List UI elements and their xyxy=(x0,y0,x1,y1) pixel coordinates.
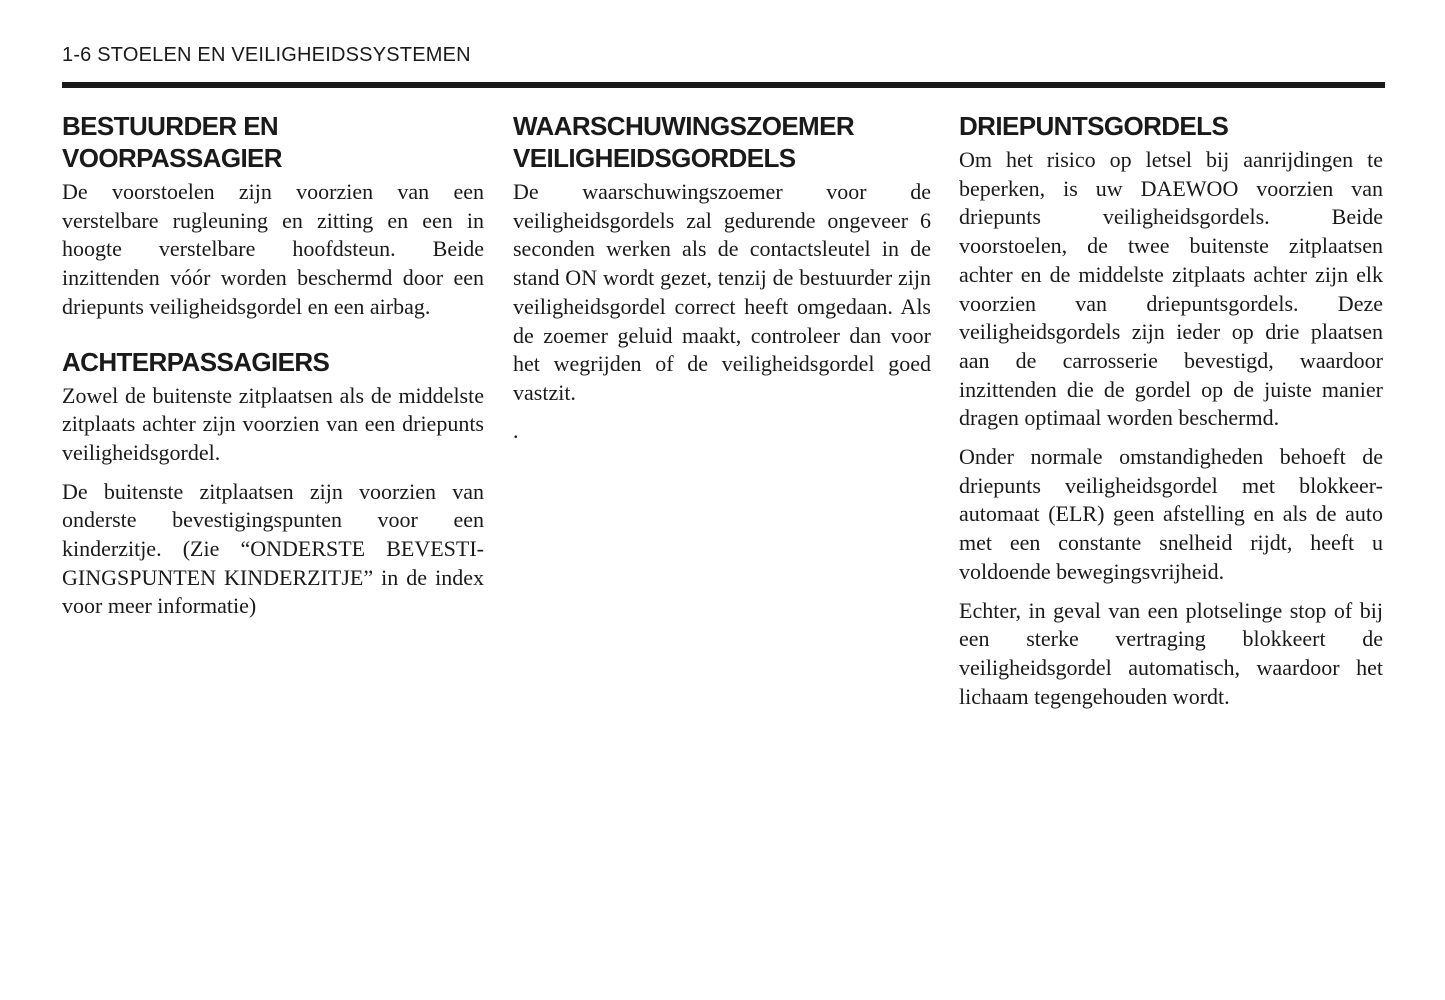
heading-driepuntsgordels: DRIEPUNTSGORDELS xyxy=(959,111,1229,141)
heading-waarschuwingszoemer: WAARSCHUWINGSZOEMER VEILIGHEIDSGORDELS xyxy=(513,111,855,173)
heading-achterpassagiers: ACHTERPASSAGIERS xyxy=(62,346,330,377)
column-left xyxy=(62,110,484,631)
paragraph-risico-letsel: Om het risico op letsel bij aanrijdingen te beperken, is uw DAEWOO voorzien van driepunts veiligheidsgordels. Beide voorstoelen, de twee buitenste zitplaatsen achter en de middelste zitplaats achter zijn elk voorzien van driepuntsgordels. Deze veiligheidsgordels zijn ieder op drie plaatsen aan de carrosserie bevestigd, waardoor inzittenden die de gordel op de juiste manier dragen optimaal worden beschermd. xyxy=(959,147,1383,431)
heading-bestuurder-voorpassagier: BESTUURDER EN VOORPASSAGIER xyxy=(62,111,282,173)
column-right xyxy=(959,110,1383,721)
paragraph-zitplaatsen-achter: Zowel de buitenste zitplaatsen als de middelste zitplaats achter zijn voorzien van een driepunts veiligheidsgordel. xyxy=(62,382,484,465)
header-rule xyxy=(62,82,1385,88)
column-middle xyxy=(513,110,931,444)
page-header: 1-6 STOELEN EN VEILIGHEIDSSYSTEMEN xyxy=(62,44,471,66)
paragraph-normale-omstandigheden: Onder normale omstandigheden behoeft de driepunts veiligheidsgordel met blokkeer-automaat (ELR) geen afstelling en als de auto met een constante snelheid rijdt, heeft u voldoende bewegingsvrijheid. xyxy=(959,444,1383,584)
paragraph-voorstoelen: De voorstoelen zijn voorzien van een verstelbare rugleuning en zitting en een in hoogte verstelbare hoofdsteun. Beide inzittenden vóór worden beschermd door een driepunts veiligheidsgordel en een airbag. xyxy=(62,179,484,319)
paragraph-bevestigingspunten: De buitenste zitplaatsen zijn voorzien van onderste bevestigingspunten voor een kinderzitje. (Zie “ONDERSTE BEVESTI-GINGSPUNTEN KINDERZITJE” in de index voor meer informatie) xyxy=(62,478,484,619)
paragraph-plotselinge-stop: Echter, in geval van een plotselinge stop of bij een sterke vertraging blokkeert de veiligheidsgordel automatisch, waardoor het lichaam tegengehouden wordt. xyxy=(959,597,1383,709)
stray-mark: . xyxy=(513,417,519,443)
paragraph-zoemer: De waarschuwingszoemer voor de veiligheidsgordels zal gedurende ongeveer 6 seconden werken als de contactsleutel in de stand ON wordt gezet, tenzij de bestuurder zijn veiligheidsgordel correct heeft omgedaan. Als de zoemer geluid maakt, controleer dan voor het wegrijden of de veiligheidsgordel goed vastzit. xyxy=(513,179,931,405)
